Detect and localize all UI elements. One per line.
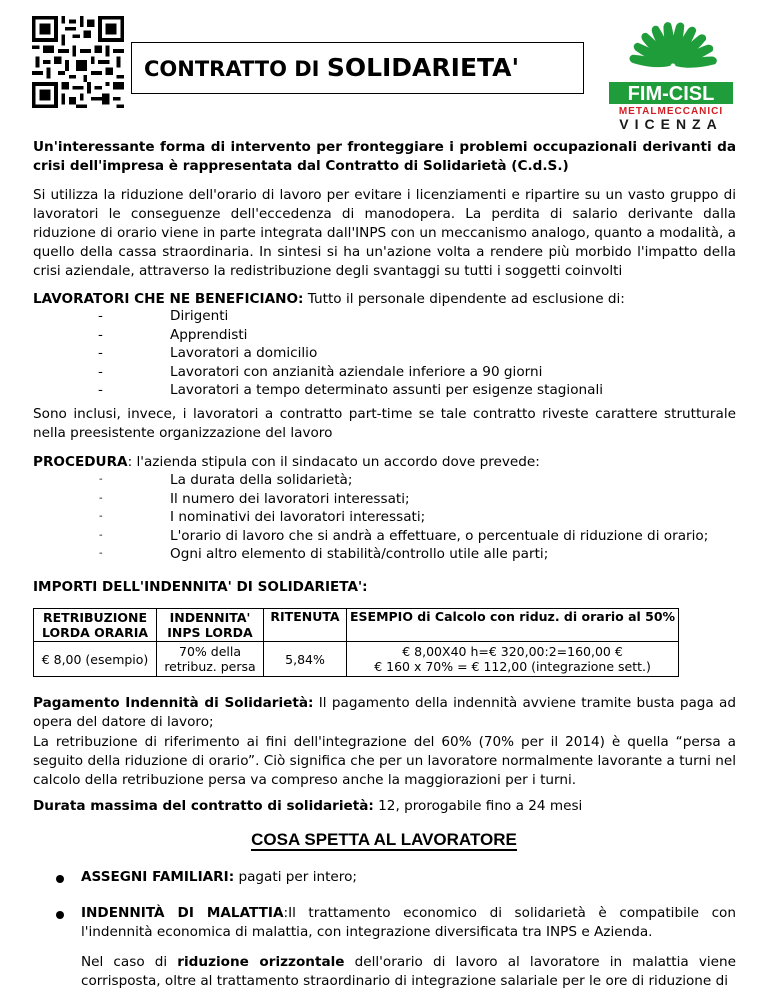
logo-sub2: VICENZA <box>619 116 723 130</box>
list-item: - Lavoratori a tempo determinato assunti per esigenze stagionali <box>98 382 604 398</box>
header-ritenuta: RITENUTA <box>264 609 347 642</box>
list-item: - L'orario di lavoro che si andrà a effettuare, o percentuale di riduzione di orario; <box>99 527 709 544</box>
payment-text: Il pagamento della indennità avviene tramite busta paga ad opera del datore di lavoro; <box>33 695 736 730</box>
list-item: - Dirigenti <box>98 308 229 324</box>
header-indennita: INDENNITA' INPS LORDA <box>157 609 264 642</box>
title-main: SOLIDARIETA' <box>326 53 520 82</box>
malattia-item <box>81 904 736 942</box>
procedure-label: PROCEDURA <box>33 454 128 470</box>
riduzione-bold: riduzione orizzontale <box>177 954 345 970</box>
section-title: COSA SPETTA AL LAVORATORE <box>251 830 517 849</box>
cell-ritenuta: 5,84% <box>264 642 347 677</box>
assegni-item <box>81 868 736 887</box>
logo-name: FIM-CISL <box>627 83 715 105</box>
list-item: - Lavoratori con anzianità aziendale inferiore a 90 giorni <box>98 363 543 380</box>
beneficiaries-text: Tutto il personale dipendente ad esclusione di: <box>303 291 625 307</box>
title-prefix: CONTRATTO DI <box>144 57 327 81</box>
cell-esempio <box>347 642 679 677</box>
list-item: - Ogni altro elemento di stabilità/controllo utile alle parti; <box>99 546 549 562</box>
bullet-icon <box>56 875 64 883</box>
page-title <box>144 53 519 82</box>
duration-paragraph <box>33 797 736 816</box>
riduzione-paragraph: Nel caso di riduzione orizzontale dell'orario di lavoro al lavoratore in malattia viene corrisposta, oltre al trattamento straordinario di integrazione salariale per le ore di riduzione di <box>81 954 736 989</box>
payment-label: Pagamento Indennità di Solidarietà: <box>33 695 314 711</box>
logo-sub1: METALMECCANICI <box>618 106 724 117</box>
included-paragraph: Sono inclusi, invece, i lavoratori a contratto part-time se tale contratto riveste carattere strutturale nella preesistente organizzazione del lavoro <box>33 406 736 441</box>
list-item: - I nominativi dei lavoratori interessati; <box>99 509 426 525</box>
qr-code <box>32 16 124 108</box>
payment-paragraph <box>33 694 736 732</box>
esempio-line-2: € 160 x 70% = € 112,00 (integrazione sett.) <box>374 659 651 674</box>
assegni-label: ASSEGNI FAMILIARI: <box>81 869 235 885</box>
payment-paragraph-2: La retribuzione di riferimento ai fini dell'integrazione del 60% (70% per il 2014) è quella “persa a seguito della riduzione di orario”. Ciò significa che per un lavoratore normalmente lavorante a turni nel calcolo della retribuzione persa va compreso anche la maggiorazioni per i turni. <box>33 734 736 788</box>
malattia-text: :Il trattamento economico di solidarietà è compatibile con l'indennità economica di malattia, con integrazione diversificata tra INPS e Azienda. <box>81 905 736 940</box>
title-box <box>131 42 584 94</box>
cell-indennita: 70% della retribuz. persa <box>157 642 264 677</box>
beneficiaries-list <box>33 307 736 400</box>
duration-label: Durata massima del contratto di solidarietà: <box>33 798 374 814</box>
procedure-heading <box>33 453 736 472</box>
esempio-line-1: € 8,00X40 h=€ 320,00:2=160,00 € <box>402 644 623 659</box>
fim-cisl-logo <box>607 14 735 130</box>
list-item: - Apprendisti <box>98 326 248 343</box>
amounts-title: IMPORTI DELL'INDENNITA' DI SOLIDARIETA': <box>33 579 368 595</box>
description-paragraph: Si utilizza la riduzione dell'orario di lavoro per evitare i licenziamenti e ripartire su un vasto gruppo di lavoratori le conseguenze dell'eccedenza di manodopera. La perdita di salario derivante dalla riduzione di orario viene in parte integrata dall'INPS con un meccanismo analogo, quanto a modalità, a quello della cassa straordinaria. In sintesi si ha un'azione volta a rendere più morbido l'impatto della crisi aziendale, attraverso la redistribuzione degli svantaggi su tutti i soggetti coinvolti <box>33 187 736 279</box>
bullet-icon <box>56 911 64 919</box>
malattia-label: INDENNITÀ DI MALATTIA <box>81 905 284 921</box>
intro-paragraph: Un'interessante forma di intervento per fronteggiare i problemi occupazionali derivanti da crisi dell'impresa è rappresentata dal Contratto di Solidarietà (C.d.S.) <box>33 139 736 174</box>
list-item: - Lavoratori a domicilio <box>98 345 318 361</box>
procedure-text: : l'azienda stipula con il sindacato un accordo dove prevede: <box>127 454 540 470</box>
cell-retribuzione: € 8,00 (esempio) <box>34 642 157 677</box>
list-item: - La durata della solidarietà; <box>99 472 353 488</box>
header-esempio: ESEMPIO di Calcolo con riduz. di orario al 50% <box>347 609 679 642</box>
assegni-text: pagati per intero; <box>234 869 357 885</box>
amounts-table <box>33 608 679 677</box>
duration-text: 12, prorogabile fino a 24 mesi <box>373 798 583 814</box>
header-retribuzione: RETRIBUZIONE LORDA ORARIA <box>34 609 157 642</box>
list-item: - Il numero dei lavoratori interessati; <box>99 490 410 507</box>
beneficiaries-label: LAVORATORI CHE NE BENEFICIANO: <box>33 291 304 307</box>
procedure-list <box>33 471 736 564</box>
